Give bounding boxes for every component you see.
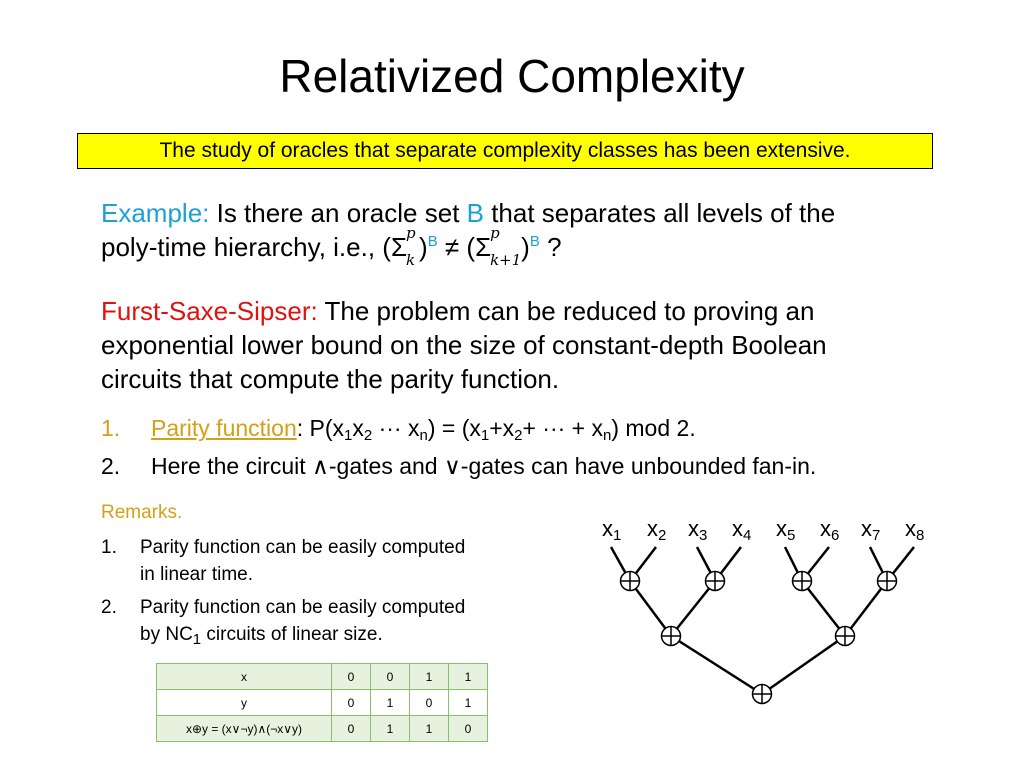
remarks-title: Remarks. [101,502,183,523]
list-item [101,448,816,484]
sigma-sub-k1: k+1 [490,251,522,269]
sigma-symbol: Σ [475,232,492,262]
table-row [157,664,488,690]
table-cell: x⊕y = (x∨¬y)∧(¬x∨y) [157,716,332,742]
remark-line: by NC [140,624,193,645]
formula-part: +x [489,415,515,441]
table-cell: 0 [332,664,371,690]
remark-text [140,594,540,648]
formula-part: ··· x [372,415,420,441]
sigma-sub-k: k [405,251,416,269]
callout-box: The study of oracles that separate complexity classes has been extensive. [77,133,933,169]
tree-input-label: $x_3$ [688,516,708,544]
remark-number: 2. [101,597,117,618]
sigma-sup: p [490,224,500,242]
list-text: Here the circuit ∧-gates and ∨-gates can have unbounded fan-in. [151,453,817,479]
tree-input-label: $x_5$ [776,516,796,544]
formula-part: + ··· + x [522,415,603,441]
sigma-sup: p [405,224,416,242]
table-cell: 1 [449,690,488,716]
table-cell: 1 [410,664,449,690]
table-cell: 1 [449,664,488,690]
remark-text [140,534,540,588]
fss-line-2: exponential lower bound on the size of constant-depth Boolean [101,330,827,360]
fss-paragraph [101,294,961,396]
remark-number: 1. [101,537,117,558]
table-row [157,690,488,716]
parity-tree-diagram [590,512,950,712]
example-label: Example: [101,198,210,228]
truth-table [156,663,488,742]
oracle-set-name: B [466,198,484,228]
remark-line: Parity function can be easily computed [140,537,466,558]
formula-part: ) mod 2. [611,415,696,441]
table-cell: 1 [371,716,410,742]
neq-text: ≠ ( [437,232,476,262]
table-row [157,716,488,742]
tree-input-label: $x_1$ [602,516,622,544]
fss-line-3: circuits that compute the parity function. [101,364,560,394]
oracle-sup-2: B [529,233,540,250]
tree-input-label: $x_8$ [905,516,925,544]
remark-line: Parity function can be easily computed [140,597,466,618]
slide-title: Relativized Complexity [279,50,745,102]
formula-part: : P(x [296,415,345,441]
example-text-3: poly-time hierarchy, i.e., ( [101,232,391,262]
table-cell: 0 [332,690,371,716]
formula-part: ) = (x [427,415,481,441]
list-number: 2. [101,453,121,479]
oracle-sup-1: B [427,233,438,250]
table-cell: 0 [410,690,449,716]
example-text-1: Is there an oracle set [209,198,467,228]
table-cell: 0 [449,716,488,742]
table-cell: 1 [410,716,449,742]
table-cell: x [157,664,332,690]
table-cell: 1 [371,690,410,716]
example-paragraph [101,196,961,269]
tree-input-label: $x_2$ [647,516,667,544]
subscript: 1 [344,427,353,444]
parity-function-link[interactable]: Parity function [151,415,297,441]
subscript: 2 [514,427,523,444]
sigma-k [390,224,416,269]
table-cell: 0 [332,716,371,742]
table-cell: y [157,690,332,716]
tree-input-label: $x_6$ [820,516,840,544]
remark-line: in linear time. [140,564,253,585]
sigma-k1 [475,224,522,269]
example-text-2: that separates all levels of the [483,198,836,228]
subscript: 1 [192,631,202,648]
tree-input-label: $x_7$ [861,516,881,544]
subscript: 2 [363,427,373,444]
list-item [101,410,696,446]
list-number: 1. [101,415,121,441]
fss-line-1: The problem can be reduced to proving an [317,296,815,326]
tree-input-label: $x_4$ [732,516,752,544]
formula-part: x [352,415,364,441]
close-paren-2: ) [521,232,530,262]
subscript: n [419,427,428,444]
table-cell: 0 [371,664,410,690]
remark-line: circuits of linear size. [201,624,383,645]
sigma-symbol: Σ [390,232,408,262]
subscript: n [603,427,612,444]
question-mark: ? [539,232,562,262]
fss-label: Furst-Saxe-Sipser: [101,296,318,326]
subscript: 1 [480,427,490,444]
close-paren-1: ) [419,232,428,262]
